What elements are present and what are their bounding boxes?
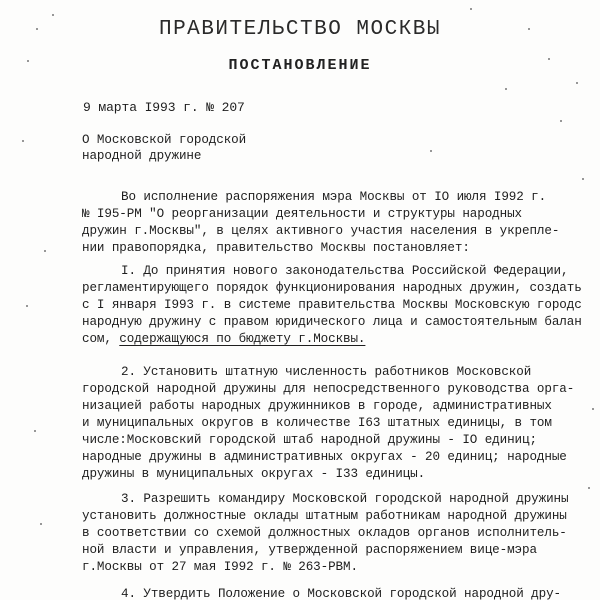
subject-line-2: народной дружине [82, 149, 202, 163]
scan-speck [588, 487, 590, 489]
scan-speck [430, 150, 432, 152]
body-line-preamble-2: № I95-РМ "О реорганизации деятельности и структуры народных [82, 207, 522, 221]
scan-speck [592, 408, 594, 410]
underlined-phrase: содержащуюся по бюджету г.Москвы. [119, 332, 366, 346]
body-text-segment: сом, [82, 332, 120, 346]
body-line-item3-2: установить должностные оклады штатным работникам народной дружины [82, 509, 567, 523]
scan-speck [470, 8, 472, 10]
scan-speck [44, 250, 46, 252]
scan-speck [505, 88, 507, 90]
body-line-preamble-3: дружин г.Москвы", в целях активного участия населения в укрепле- [82, 224, 560, 238]
scan-speck [52, 14, 54, 16]
scan-speck [576, 82, 578, 84]
body-line-item3-4: ной власти и управления, утвержденной распоряжением вице-мэра [82, 543, 537, 557]
body-line-preamble-4: нии правопорядка, правительство Москвы постановляет: [82, 241, 470, 255]
body-line-preamble-1: Во исполнение распоряжения мэра Москвы от IO июля I992 г. [121, 190, 547, 204]
scan-speck [26, 305, 28, 307]
body-line-item2-1: 2. Установить штатную численность работников Московской [121, 365, 532, 379]
body-line-item1-4: народную дружину с правом юридического лица и самостоятельным балан [82, 315, 582, 329]
subject-line-1: О Московской городской [82, 133, 247, 147]
body-line-item1-2: регламентирующего порядок функционирования народных дружин, создать [82, 281, 582, 295]
body-line-item1-1: I. До принятия нового законодательства Российской Федерации, [121, 264, 569, 278]
scan-speck [560, 120, 562, 122]
body-line-item3-1: 3. Разрешить командиру Московской городской народной дружины [121, 492, 569, 506]
scan-speck [22, 140, 24, 142]
body-line-item1-3: с I января I993 г. в системе правительства Москвы Московскую городс [82, 298, 582, 312]
scan-speck [34, 430, 36, 432]
body-line-item2-4: и муниципальных округов в количестве I63 штатных единицы, в том [82, 416, 552, 430]
body-line-item3-3: в соответствии со схемой должностных окладов органов исполнитель- [82, 526, 567, 540]
body-line-item1-5 [82, 331, 365, 347]
government-title: ПРАВИТЕЛЬСТВО МОСКВЫ [158, 18, 442, 41]
body-line-item2-7: дружины в муниципальных округах - I33 единицы. [82, 467, 426, 481]
body-line-item2-6: народные дружины в административных округах - 20 единиц; народные [82, 450, 567, 464]
body-line-item2-3: низацией работы народных дружинников в городе, административных [82, 399, 552, 413]
date-and-number: 9 марта I993 г. № 207 [83, 100, 245, 115]
body-line-item3-5: г.Москвы от 27 мая I992 г. № 263-РВМ. [82, 560, 358, 574]
body-line-item2-5: числе:Московский городской штаб народной дружины - IO единиц; [82, 433, 537, 447]
scan-speck [40, 523, 42, 525]
body-line-item2-2: городской народной дружины для непосредственного руководства орга- [82, 382, 575, 396]
body-line-item4-1: 4. Утвердить Положение о Московской городской народной дру- [121, 587, 561, 600]
scan-speck [582, 178, 584, 180]
document-type-heading: ПОСТАНОВЛЕНИЕ [228, 57, 372, 74]
